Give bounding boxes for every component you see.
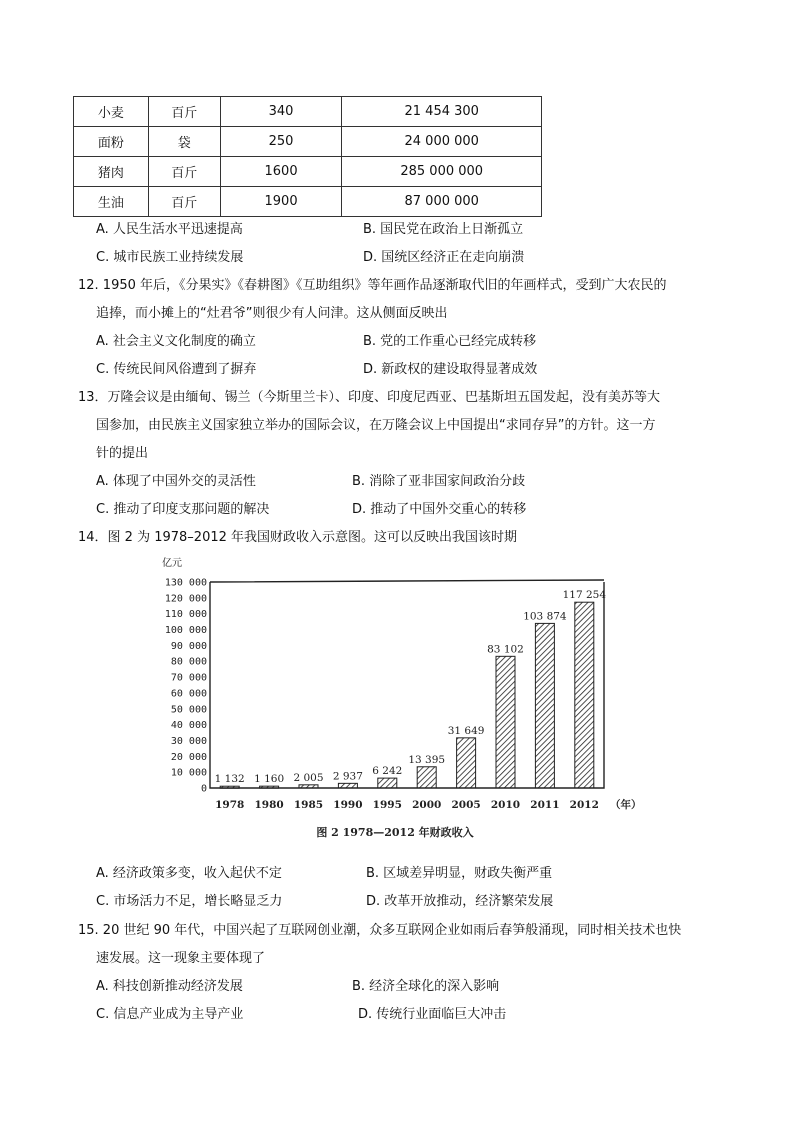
y-tick-label: 10 000	[170, 767, 207, 779]
x-tick-label: 1995	[372, 799, 402, 811]
q11-option-c[interactable]: C. 城市民族工业持续发展	[96, 250, 244, 265]
bars-group	[220, 602, 594, 788]
y-tick-label: 80 000	[170, 656, 207, 668]
table-row	[74, 127, 542, 157]
q15-option-c[interactable]: C. 信息产业成为主导产业	[96, 1007, 244, 1022]
q11-option-d[interactable]: D. 国统区经济正在走向崩溃	[363, 250, 525, 265]
q12-option-b[interactable]: B. 党的工作重心已经完成转移	[363, 334, 537, 349]
x-axis-ticks	[215, 799, 599, 811]
value-label: 2 005	[293, 771, 324, 784]
q12-option-a[interactable]: A. 社会主义文化制度的确立	[96, 334, 256, 349]
x-tick-label: 2011	[530, 799, 560, 811]
q15-stem-line1: 15. 20 世纪 90 年代，中国兴起了互联网创业潮，众多互联网企业如雨后春笋般涌现，同时相关技术也快	[78, 923, 682, 938]
y-tick-label: 60 000	[170, 688, 207, 700]
table-cell: 小麦	[74, 97, 149, 127]
y-tick-label: 100 000	[164, 625, 207, 637]
q13-option-d[interactable]: D. 推动了中国外交重心的转移	[352, 502, 527, 517]
table-cell: 1600	[220, 157, 342, 187]
x-tick-label: 1978	[215, 799, 245, 811]
value-label: 6 242	[372, 765, 403, 778]
x-tick-label: 1990	[333, 799, 363, 811]
y-axis-ticks	[165, 578, 207, 795]
value-label: 83 102	[487, 643, 524, 656]
q13-stem-line2: 国参加，由民族主义国家独立举办的国际会议，在万隆会议上中国提出“求同存异”的方针。这一方	[96, 418, 656, 433]
table-cell: 生油	[74, 187, 149, 217]
q11-option-b[interactable]: B. 国民党在政治上日渐孤立	[363, 222, 524, 237]
bar	[457, 738, 476, 788]
y-tick-label: 30 000	[170, 735, 207, 747]
table-cell: 250	[220, 127, 342, 157]
q13-option-c[interactable]: C. 推动了印度支那问题的解决	[96, 502, 270, 517]
q14-option-c[interactable]: C. 市场活力不足，增长略显乏力	[96, 894, 283, 909]
value-label: 1 132	[214, 773, 245, 786]
y-tick-label: 40 000	[170, 720, 207, 732]
value-label: 2 937	[332, 770, 363, 783]
q13-option-b[interactable]: B. 消除了亚非国家间政治分歧	[352, 474, 526, 489]
table-cell: 340	[220, 97, 342, 127]
x-axis-unit-label: （年）	[610, 799, 642, 811]
y-tick-label: 20 000	[170, 751, 207, 763]
table-cell: 袋	[148, 127, 220, 157]
price-table	[73, 96, 542, 217]
table-cell: 1900	[220, 187, 342, 217]
x-tick-label: 2012	[569, 799, 599, 811]
table-cell: 面粉	[74, 127, 149, 157]
value-label: 31 649	[447, 724, 485, 737]
q13-stem-line3: 针的提出	[96, 446, 149, 461]
y-tick-label: 130 000	[164, 577, 207, 589]
q13-stem-line1: 13．万隆会议是由缅甸、锡兰（今斯里兰卡）、印度、印度尼西亚、巴基斯坦五国发起，没有美苏等大	[78, 390, 661, 405]
y-tick-label: 110 000	[164, 609, 207, 621]
q12-option-c[interactable]: C. 传统民间风俗遭到了摒弃	[96, 362, 257, 377]
table-cell: 百斤	[148, 97, 220, 127]
value-label: 1 160	[254, 773, 285, 786]
q14-stem-line1: 14．图 2 为 1978–2012 年我国财政收入示意图。这可以反映出我国该时期	[78, 530, 518, 545]
y-tick-label: 90 000	[170, 640, 207, 652]
table-cell: 285 000 000	[342, 157, 542, 187]
q13-option-a[interactable]: A. 体现了中国外交的灵活性	[96, 474, 256, 489]
q11-option-a[interactable]: A. 人民生活水平迅速提高	[96, 222, 243, 237]
bar	[378, 778, 397, 788]
x-tick-label: 2000	[412, 799, 442, 811]
table-row	[74, 157, 542, 187]
table-row	[74, 97, 542, 127]
bar	[575, 602, 594, 788]
value-label: 103 874	[523, 610, 567, 623]
bar	[417, 767, 436, 788]
y-tick-label: 70 000	[170, 672, 207, 684]
x-tick-label: 1980	[254, 799, 284, 811]
x-tick-label: 2010	[490, 799, 521, 811]
y-tick-label: 0	[200, 783, 207, 795]
x-tick-label: 1985	[293, 799, 324, 811]
value-label: 117 254	[562, 589, 607, 602]
q12-stem-line1: 12. 1950 年后，《分果实》《春耕图》《互助组织》等年画作品逐渐取代旧的年画样式，受到广大农民的	[78, 278, 667, 293]
y-tick-label: 50 000	[170, 704, 207, 716]
y-tick-label: 120 000	[164, 593, 207, 605]
q14-option-b[interactable]: B. 区域差异明显，财政失衡严重	[366, 866, 553, 881]
table-cell: 猪肉	[74, 157, 149, 187]
table-cell: 87 000 000	[342, 187, 542, 217]
table-cell: 21 454 300	[342, 97, 542, 127]
q14-option-a[interactable]: A. 经济政策多变，收入起伏不定	[96, 866, 282, 881]
q15-option-d[interactable]: D. 传统行业面临巨大冲击	[358, 1007, 507, 1022]
chart-caption: 图 2 1978—2012 年财政收入	[316, 826, 474, 839]
fiscal-revenue-chart	[140, 552, 660, 844]
q15-stem-line2: 速发展。这一现象主要体现了	[96, 951, 266, 966]
q14-option-d[interactable]: D. 改革开放推动，经济繁荣发展	[366, 894, 554, 909]
bar	[496, 656, 515, 788]
q15-option-b[interactable]: B. 经济全球化的深入影响	[352, 979, 500, 994]
bar	[535, 623, 554, 788]
table-cell: 24 000 000	[342, 127, 542, 157]
table-cell: 百斤	[148, 157, 220, 187]
y-axis-unit-label: 亿元	[162, 558, 182, 569]
table-cell: 百斤	[148, 187, 220, 217]
table-row	[74, 187, 542, 217]
q12-stem-line2: 追捧，而小摊上的“灶君爷”则很少有人问津。这从侧面反映出	[96, 306, 448, 321]
q12-option-d[interactable]: D. 新政权的建设取得显著成效	[363, 362, 538, 377]
x-tick-label: 2005	[451, 799, 481, 811]
q15-option-a[interactable]: A. 科技创新推动经济发展	[96, 979, 243, 994]
value-label: 13 395	[408, 753, 446, 766]
